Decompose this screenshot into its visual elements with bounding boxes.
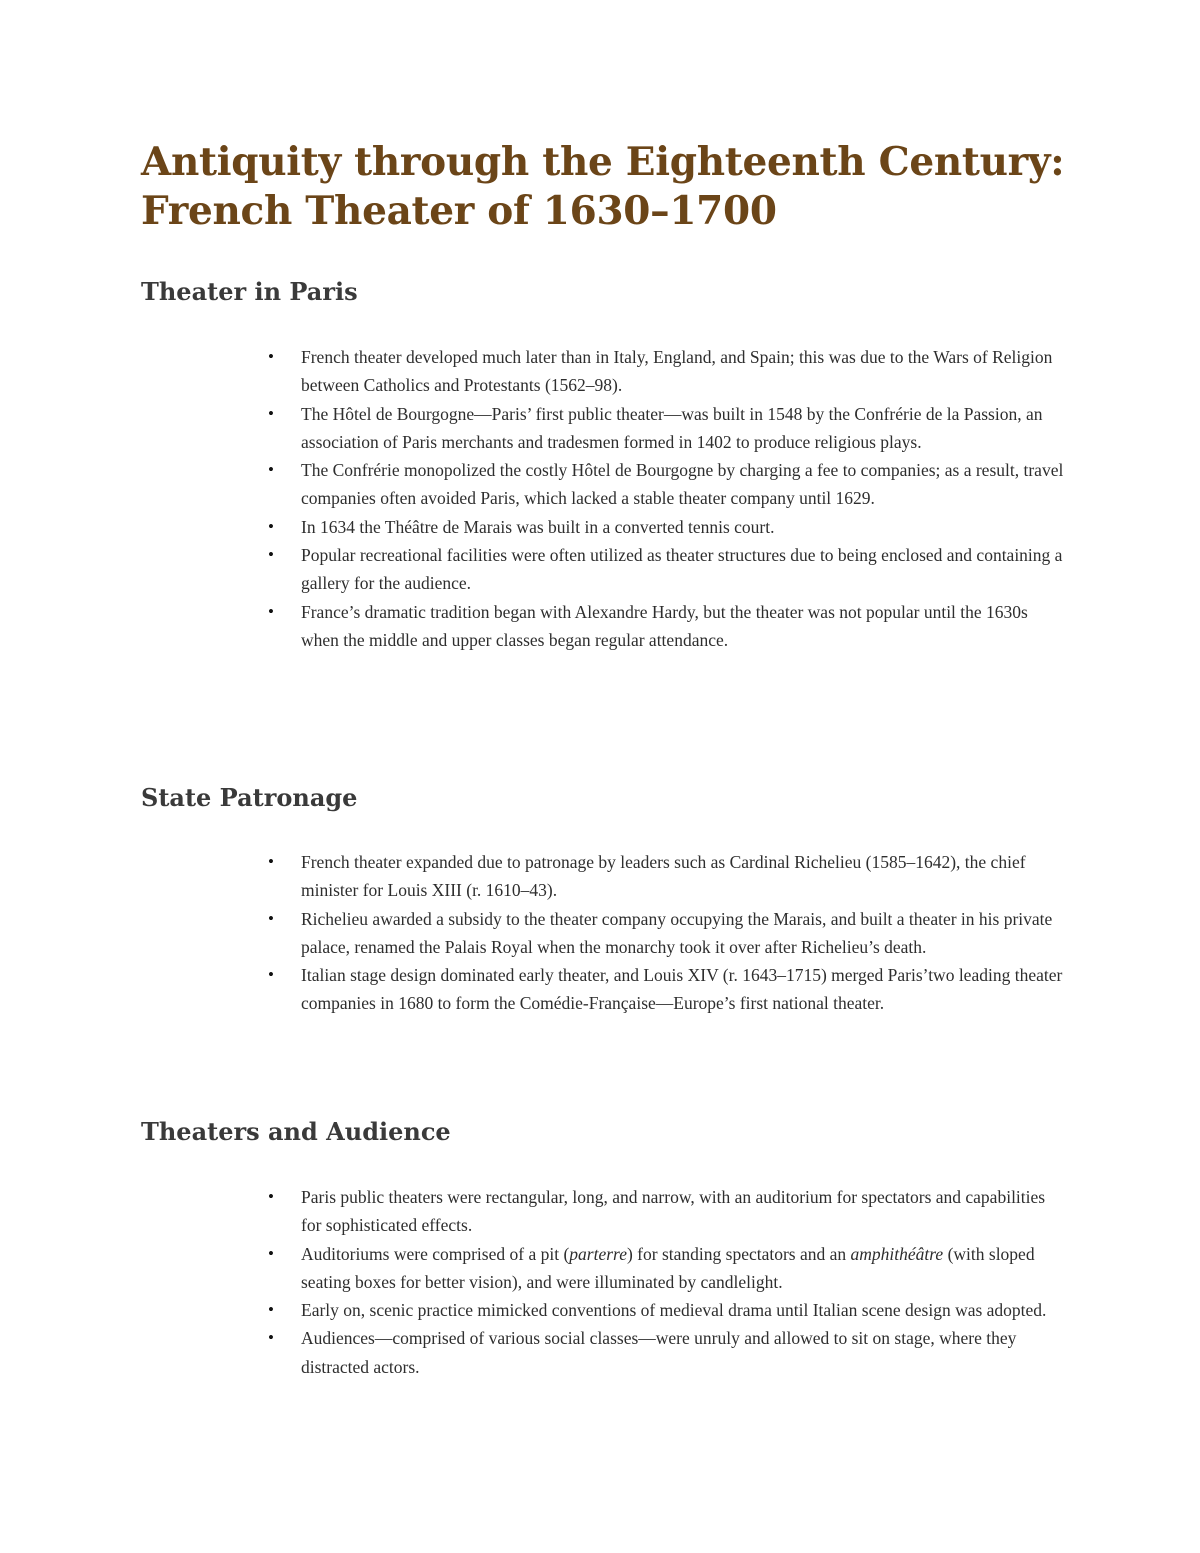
section-state-patronage: [141, 783, 1063, 1014]
section-theaters-and-audience: [141, 1117, 1061, 1377]
bullet-item: • Early on, scenic practice mimicked conventions of medieval drama until Italian scene design was adopted.: [268, 1296, 1068, 1324]
bullet-item: • Popular recreational facilities were often utilized as theater structures due to being enclosed and containing a gallery for the audience.: [268, 541, 1068, 598]
bullet-item: • In 1634 the Théâtre de Marais was built in a converted tennis court.: [268, 513, 1068, 541]
title-line-1: Antiquity through the Eighteenth Century:: [141, 139, 1065, 185]
section-theater-in-paris: [141, 277, 1064, 650]
bullet-list: [268, 848, 1068, 1018]
text-run: Auditoriums were comprised of a pit (: [301, 1243, 570, 1264]
bullet-item: • The Confrérie monopolized the costly Hôtel de Bourgogne by charging a fee to companies; as a result, travel companies often avoided Paris, which lacked a stable theater company until 1629.: [268, 456, 1068, 513]
bullet-item: • French theater developed much later than in Italy, England, and Spain; this was due to the Wars of Religion between Catholics and Protestants (1562–98).: [268, 343, 1068, 400]
italic-term-amphitheatre: amphithéâtre: [850, 1243, 944, 1264]
bullet-item: • Audiences—comprised of various social classes—were unruly and allowed to sit on stage, where they distracted actors.: [268, 1324, 1068, 1381]
document-title: [141, 138, 1101, 236]
title-line-2: French Theater of 1630–1700: [141, 188, 777, 234]
bullet-item: • Italian stage design dominated early theater, and Louis XIV (r. 1643–1715) merged Paris’two leading theater companies in 1680 to form the Comédie-Française—Europe’s first national theater.: [268, 961, 1068, 1018]
bullet-item: • France’s dramatic tradition began with Alexandre Hardy, but the theater was not popular until the 1630s when the middle and upper classes began regular attendance.: [268, 598, 1068, 655]
section-heading: Theater in Paris: [141, 277, 358, 306]
text-run: ) for standing spectators and an: [626, 1243, 851, 1264]
italic-term-parterre: parterre: [569, 1243, 627, 1264]
bullet-list: [268, 1183, 1068, 1381]
bullet-item: • Richelieu awarded a subsidy to the theater company occupying the Marais, and built a theater in his private palace, renamed the Palais Royal when the monarchy took it over after Richelieu’s death.: [268, 905, 1068, 962]
section-heading: State Patronage: [141, 783, 358, 812]
bullet-item: • The Hôtel de Bourgogne—Paris’ first public theater—was built in 1548 by the Confrérie de la Passion, an association of Paris merchants and tradesmen formed in 1402 to produce religious plays.: [268, 400, 1068, 457]
section-heading: Theaters and Audience: [141, 1117, 451, 1146]
bullet-list: [268, 343, 1068, 654]
bullet-item: [268, 1240, 1068, 1297]
bullet-item: • Paris public theaters were rectangular, long, and narrow, with an auditorium for spectators and capabilities for sophisticated effects.: [268, 1183, 1068, 1240]
bullet-item: • French theater expanded due to patronage by leaders such as Cardinal Richelieu (1585–1642), the chief minister for Louis XIII (r. 1610–43).: [268, 848, 1068, 905]
text-run: (with sloped seating boxes for better vision), and were illuminated by candlelight.: [301, 1243, 1035, 1292]
